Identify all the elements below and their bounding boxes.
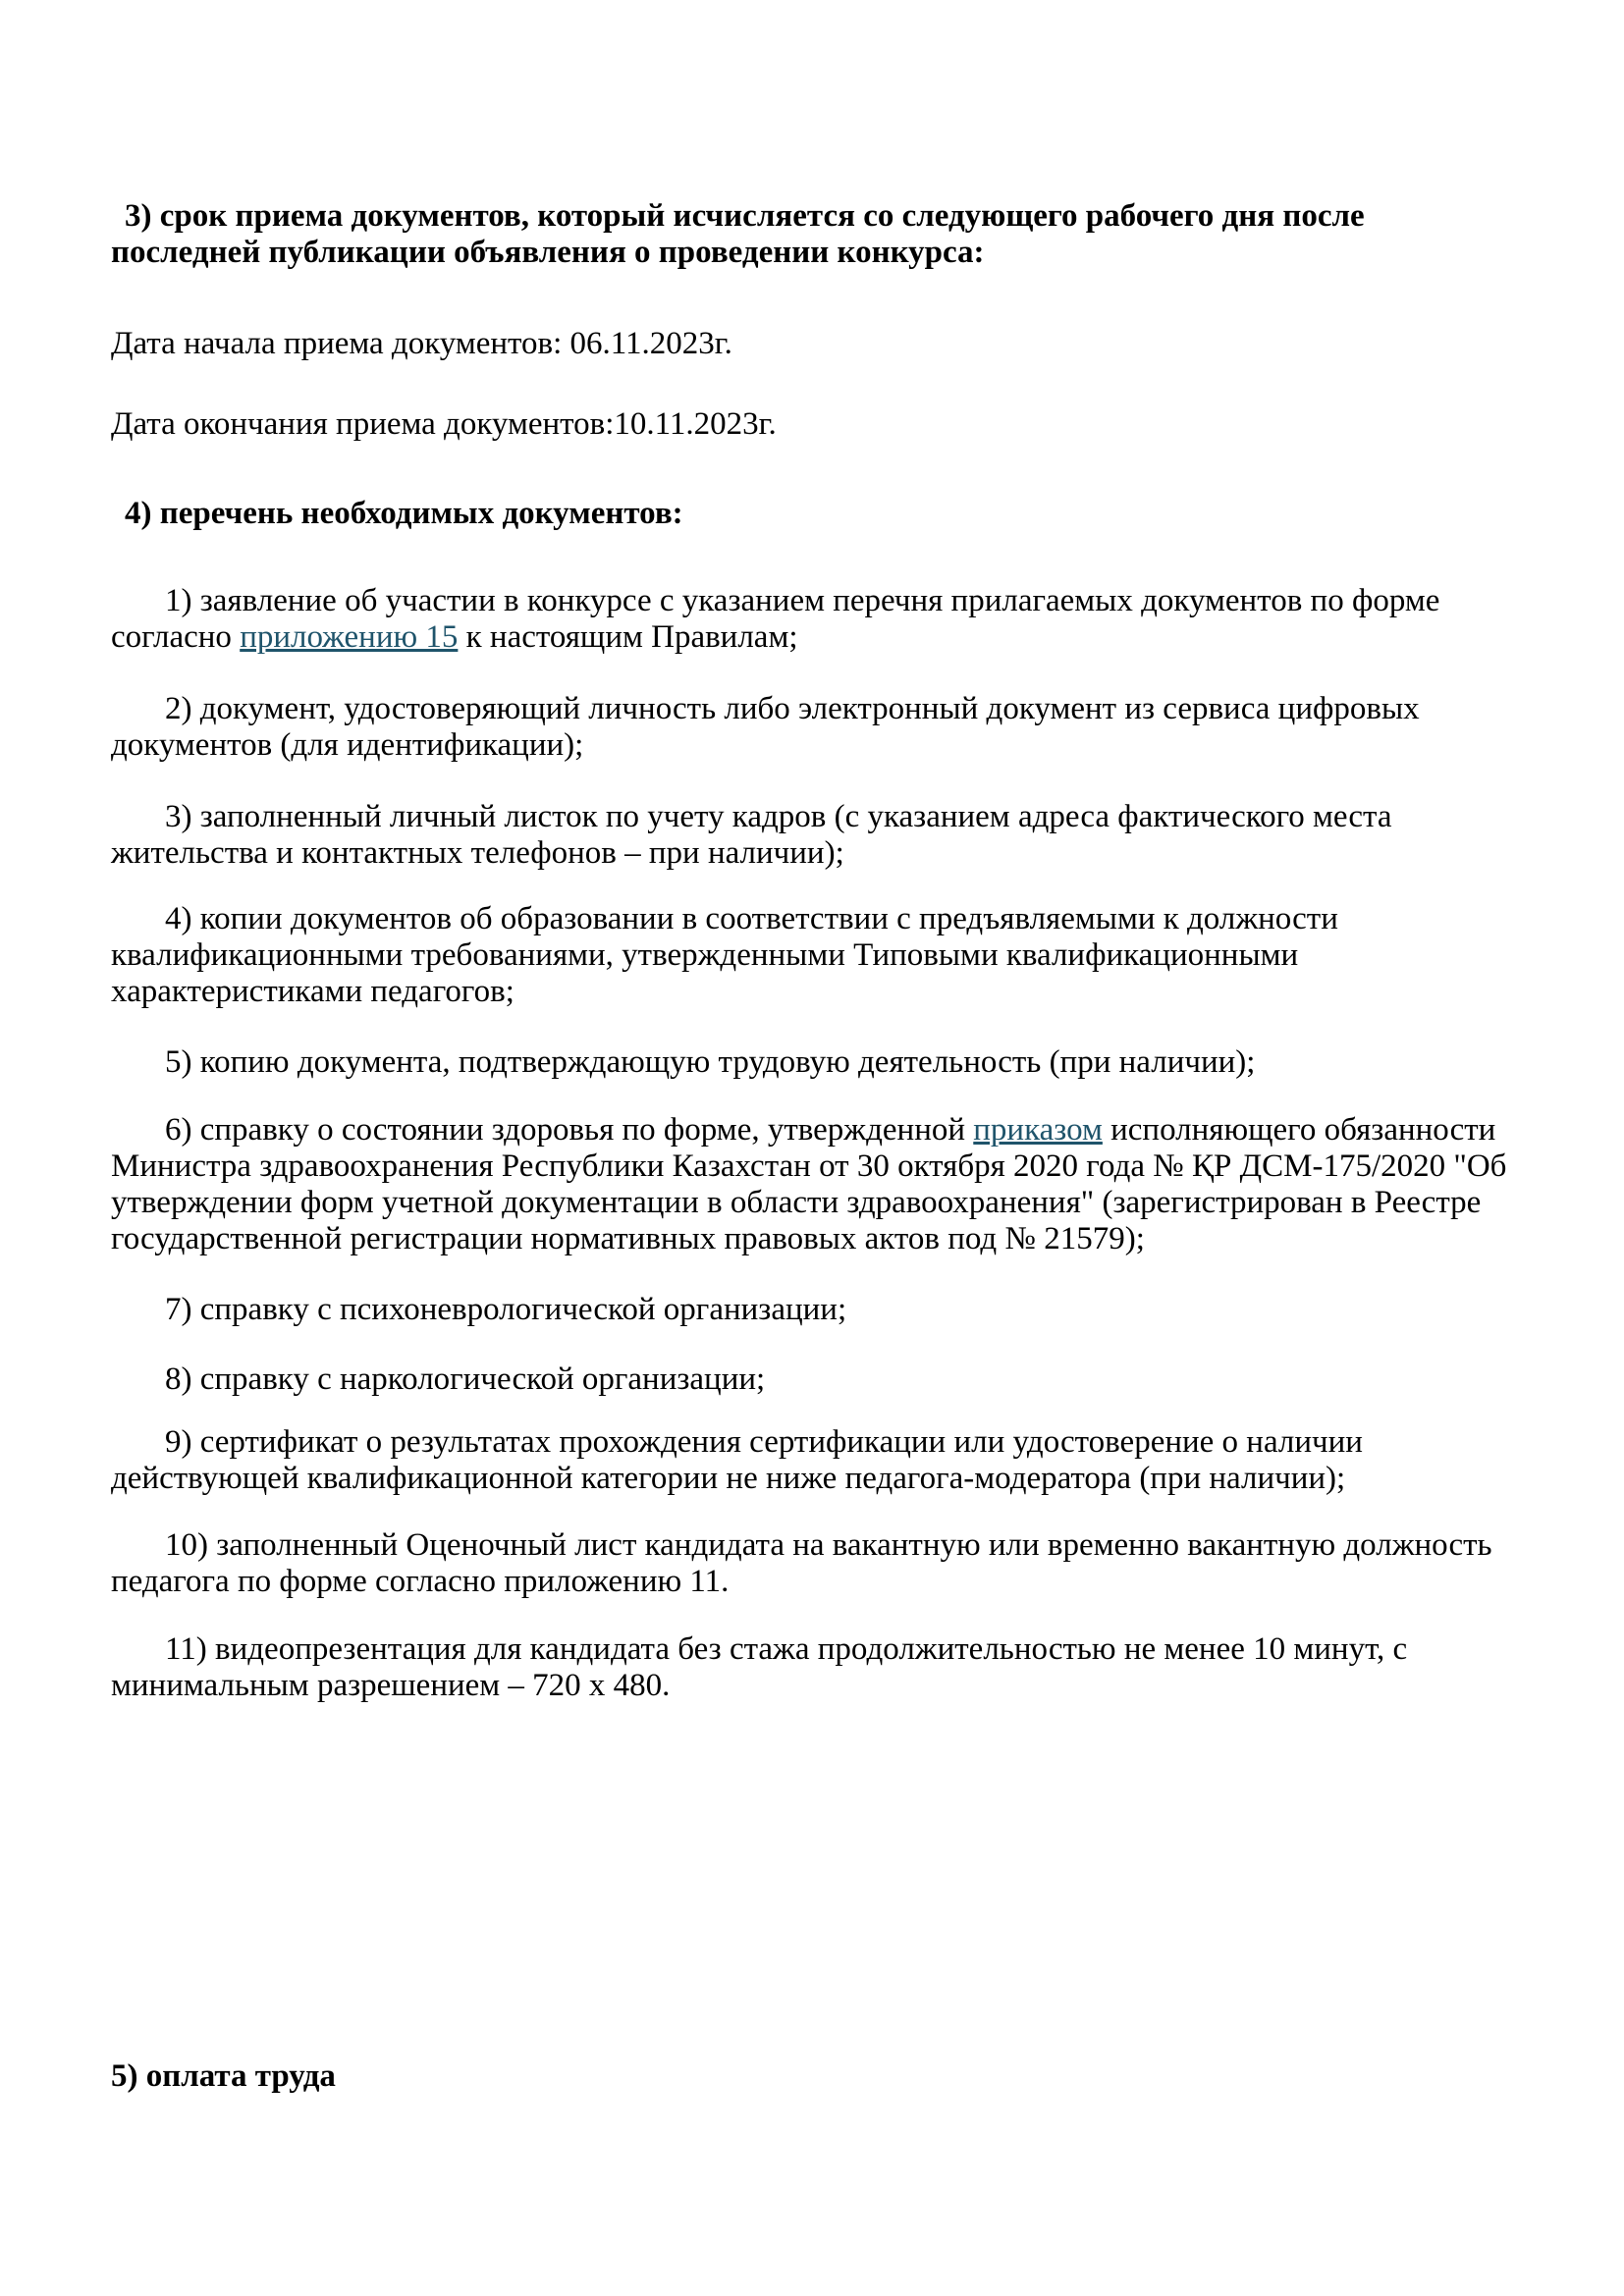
text-run: 8) справку с наркологической организации;: [165, 1362, 766, 1397]
text-run: 10) заполненный Оценочный лист кандидата на вакантную или временно вакантную должность педагога по форме согласно приложению 11.: [111, 1527, 1492, 1599]
section-heading-deadline: [111, 198, 1513, 271]
list-item-6: [111, 1112, 1513, 1257]
text-run: 3) срок приема документов, который исчисляется со следующего рабочего дня после последней публикации объявления о проведении конкурса:: [111, 198, 1365, 270]
section-heading-salary: [111, 2058, 1513, 2095]
text-run: 9) сертификат о результатах прохождения сертификации или удостоверение о наличии действующей квалификационной категории не ниже педагога-модератора (при наличии);: [111, 1424, 1363, 1496]
list-item-5: [111, 1044, 1513, 1081]
end-date-line: [111, 406, 1513, 443]
list-item-11: [111, 1631, 1513, 1704]
link-prikazom[interactable]: приказом: [973, 1112, 1103, 1148]
text-run: 4) перечень необходимых документов:: [125, 496, 683, 531]
list-item-4: [111, 901, 1513, 1010]
text-run: 1) заявление об участии в конкурсе с указанием перечня прилагаемых документов по форме согласно: [111, 583, 1440, 655]
text-run: Дата окончания приема документов:10.11.2023г.: [111, 406, 777, 442]
text-run: 7) справку с психоневрологической организации;: [165, 1292, 847, 1327]
list-item-9: [111, 1424, 1513, 1497]
text-run: Дата начала приема документов: 06.11.2023г.: [111, 326, 732, 361]
list-item-7: [111, 1292, 1513, 1328]
list-item-3: [111, 799, 1513, 872]
start-date-line: [111, 326, 1513, 362]
text-run: 2) документ, удостоверяющий личность либо электронный документ из сервиса цифровых документов (для идентификации);: [111, 691, 1420, 763]
list-item-10: [111, 1527, 1513, 1600]
text-run: 5) оплата труда: [111, 2058, 336, 2094]
list-item-8: [111, 1362, 1513, 1398]
text-run: 5) копию документа, подтверждающую трудовую деятельность (при наличии);: [165, 1044, 1256, 1080]
text-run: 3) заполненный личный листок по учету кадров (с указанием адреса фактического места жительства и контактных телефонов – при наличии);: [111, 799, 1392, 871]
text-run: исполняющего обязанности Министра здравоохранения Республики Казахстан от 30 октября 2020 года № ҚР ДСМ-175/2020 "Об утверждении форм учетной документации в области здравоохранения" (зарегистрирован в Реестре государственной регистрации нормативных правовых актов под № 21579);: [111, 1112, 1507, 1256]
text-run: 11) видеопрезентация для кандидата без стажа продолжительностью не менее 10 минут, с минимальным разрешением – 720 х 480.: [111, 1631, 1408, 1703]
text-run: 4) копии документов об образовании в соответствии с предъявляемыми к должности квалификационными требованиями, утвержденными Типовыми квалификационными характеристиками педагогов;: [111, 901, 1338, 1009]
section-heading-documents-list: [111, 496, 1513, 532]
text-run: к настоящим Правилам;: [458, 619, 798, 655]
list-item-1: [111, 583, 1513, 656]
list-item-2: [111, 691, 1513, 764]
link-prilozheniyu-15[interactable]: приложению 15: [240, 619, 459, 655]
text-run: 6) справку о состоянии здоровья по форме, утвержденной: [165, 1112, 974, 1148]
